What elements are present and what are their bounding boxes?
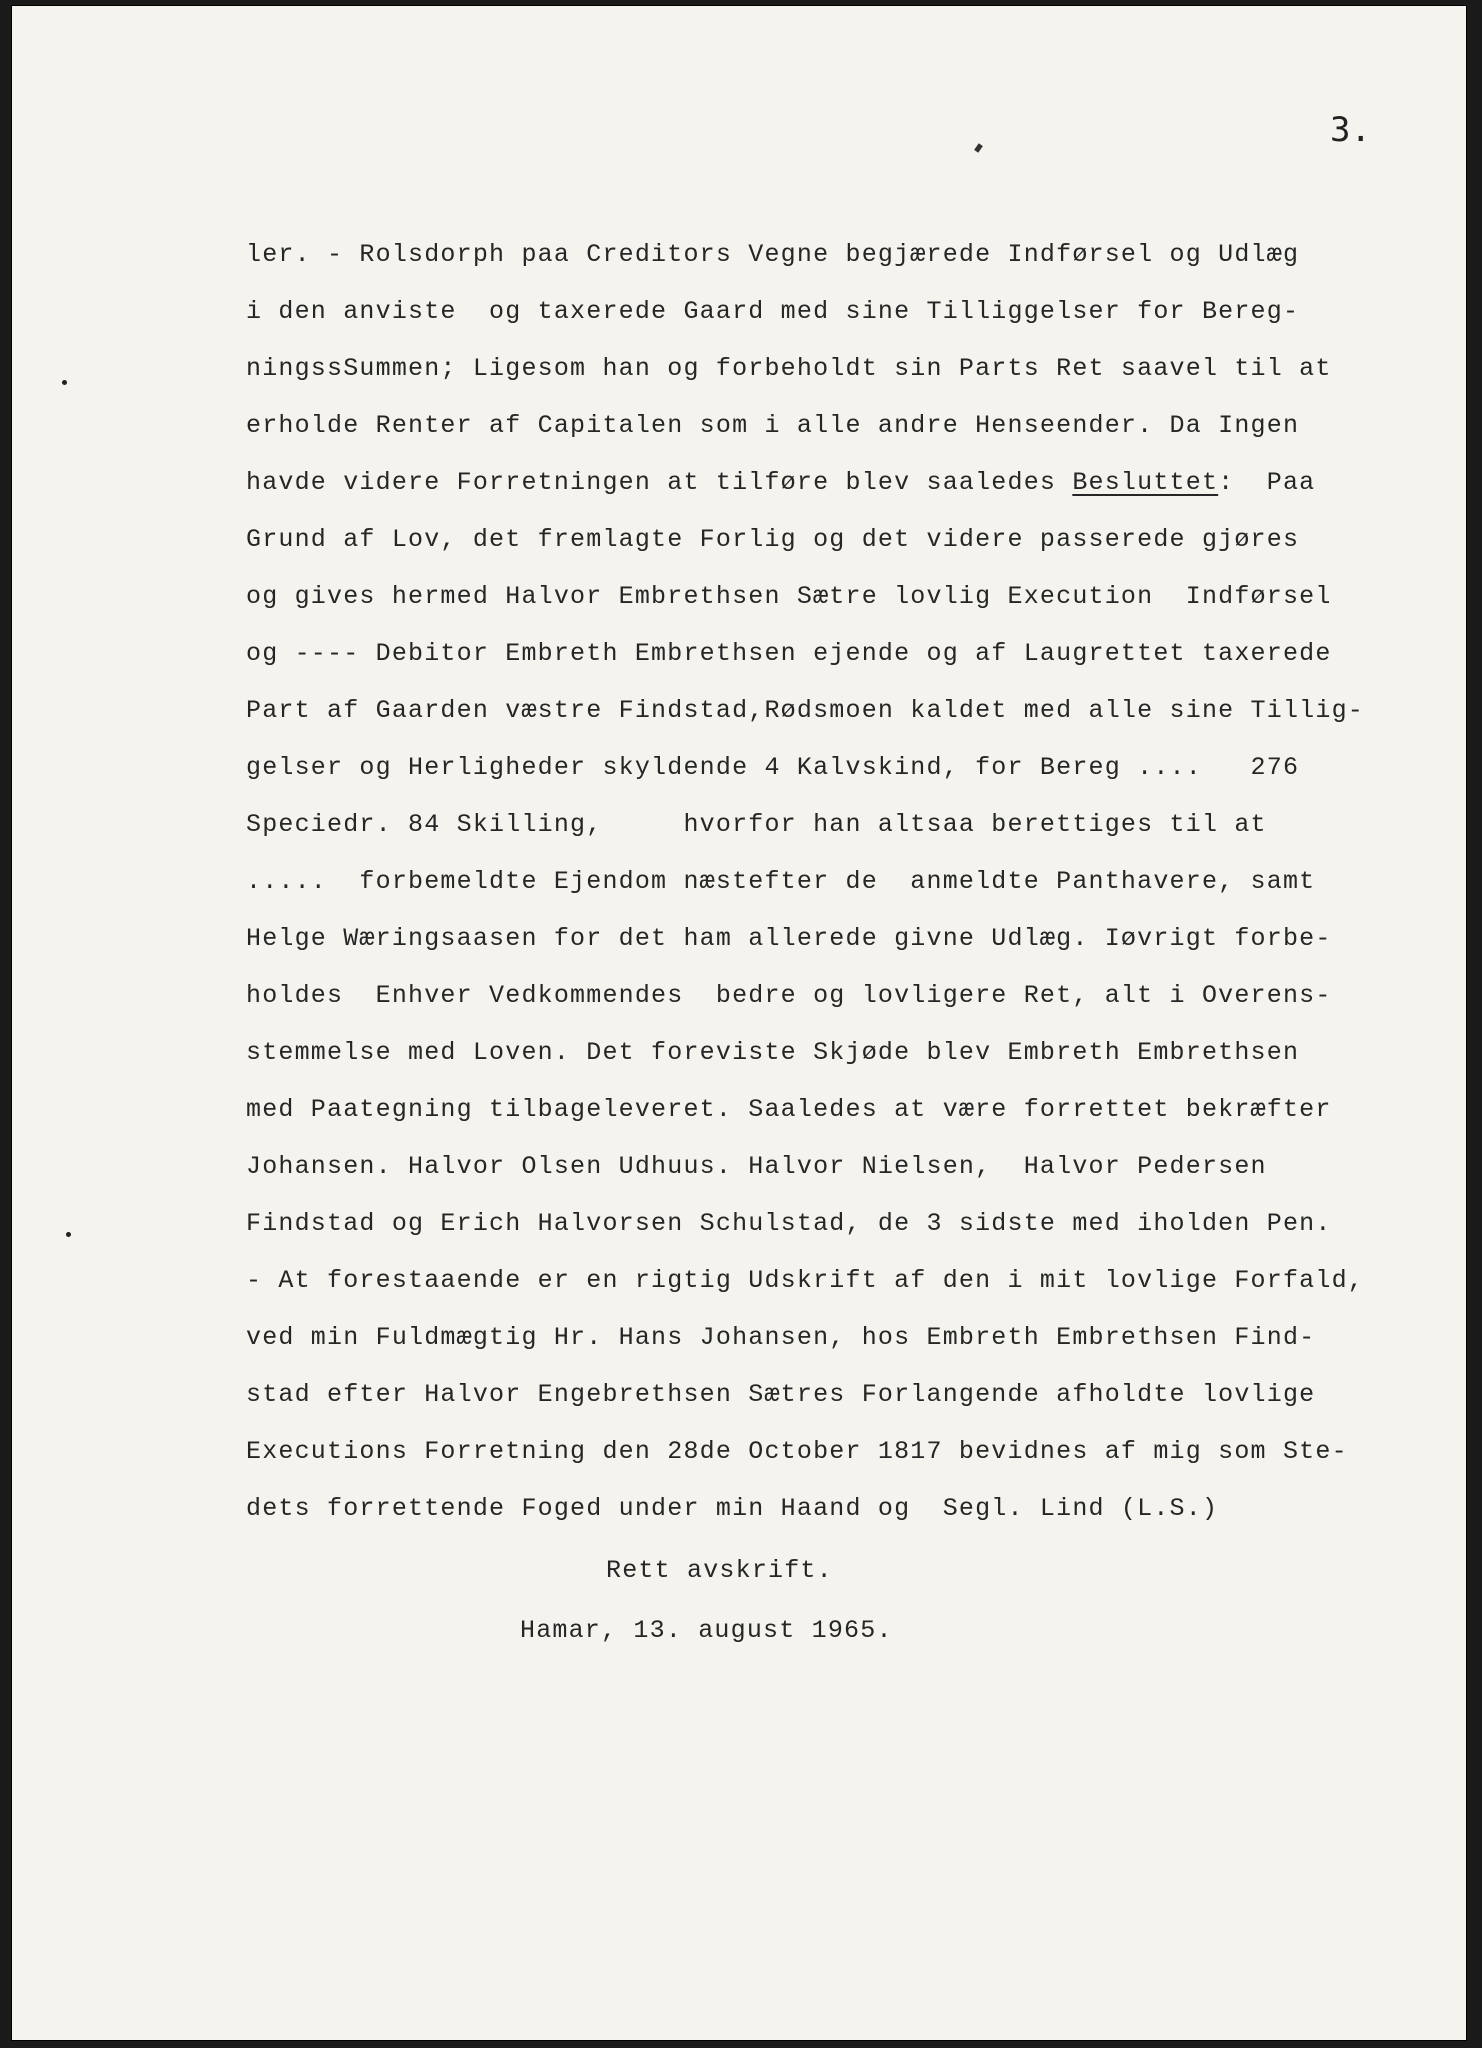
text-line: dets forrettende Foged under min Haand og Segl. Lind (L.S.) bbox=[246, 1494, 1219, 1523]
transcript-body bbox=[246, 226, 1446, 1537]
text-line: Johansen. Halvor Olsen Udhuus. Halvor Nielsen, Halvor Pedersen bbox=[246, 1152, 1267, 1181]
place-and-date: Hamar, 13. august 1965. bbox=[520, 1616, 893, 1645]
text-line: stemmelse med Loven. Det foreviste Skjøde blev Embreth Embrethsen bbox=[246, 1038, 1300, 1067]
pen-tick-mark bbox=[974, 143, 983, 152]
text-line: Speciedr. 84 Skilling, hvorfor han altsaa berettiges til at bbox=[246, 810, 1267, 839]
text-line: gelser og Herligheder skyldende 4 Kalvskind, for Bereg .... 276 bbox=[246, 753, 1300, 782]
page-number: 3. bbox=[1330, 110, 1371, 150]
text-line: Helge Wæringsaasen for det ham allerede givne Udlæg. Iøvrigt forbe- bbox=[246, 924, 1332, 953]
text-line: og gives hermed Halvor Embrethsen Sætre lovlig Execution Indførsel bbox=[246, 582, 1332, 611]
text-line: ningssSummen; Ligesom han og forbeholdt sin Parts Ret saavel til at bbox=[246, 354, 1332, 383]
margin-dot bbox=[66, 1232, 71, 1237]
text-line: Executions Forretning den 28de October 1817 bevidnes af mig som Ste- bbox=[246, 1437, 1348, 1466]
text-line: erholde Renter af Capitalen som i alle andre Henseender. Da Ingen bbox=[246, 411, 1300, 440]
text-line: ler. - Rolsdorph paa Creditors Vegne begjærede Indførsel og Udlæg bbox=[246, 240, 1300, 269]
text-line: Part af Gaarden væstre Findstad,Rødsmoen kaldet med alle sine Tillig- bbox=[246, 696, 1364, 725]
text-line: holdes Enhver Vedkommendes bedre og lovligere Ret, alt i Overens- bbox=[246, 981, 1332, 1010]
text-line: i den anviste og taxerede Gaard med sine Tilliggelser for Bereg- bbox=[246, 297, 1300, 326]
document-page bbox=[12, 6, 1466, 2040]
text-line: ..... forbemeldte Ejendom næstefter de anmeldte Panthavere, samt bbox=[246, 867, 1316, 896]
text-line bbox=[246, 454, 1446, 511]
text-line: - At forestaaende er en rigtig Udskrift af den i mit lovlige Forfald, bbox=[246, 1266, 1364, 1295]
text-line: stad efter Halvor Engebrethsen Sætres Forlangende afholdte lovlige bbox=[246, 1380, 1316, 1409]
text-line: Grund af Lov, det fremlagte Forlig og det videre passerede gjøres bbox=[246, 525, 1300, 554]
text-line: ved min Fuldmægtig Hr. Hans Johansen, hos Embreth Embrethsen Find- bbox=[246, 1323, 1316, 1352]
text-line: og ---- Debitor Embreth Embrethsen ejende og af Laugrettet taxerede bbox=[246, 639, 1332, 668]
margin-dot bbox=[62, 380, 67, 385]
underlined-word: Besluttet bbox=[1072, 468, 1219, 497]
certified-copy-label: Rett avskrift. bbox=[606, 1556, 833, 1585]
text-line-part: : Paa bbox=[1218, 468, 1316, 497]
text-line: Findstad og Erich Halvorsen Schulstad, de 3 sidste med iholden Pen. bbox=[246, 1209, 1332, 1238]
text-line-part: havde videre Forretningen at tilføre blev saaledes bbox=[246, 468, 1073, 497]
text-line: med Paategning tilbageleveret. Saaledes at være forrettet bekræfter bbox=[246, 1095, 1332, 1124]
